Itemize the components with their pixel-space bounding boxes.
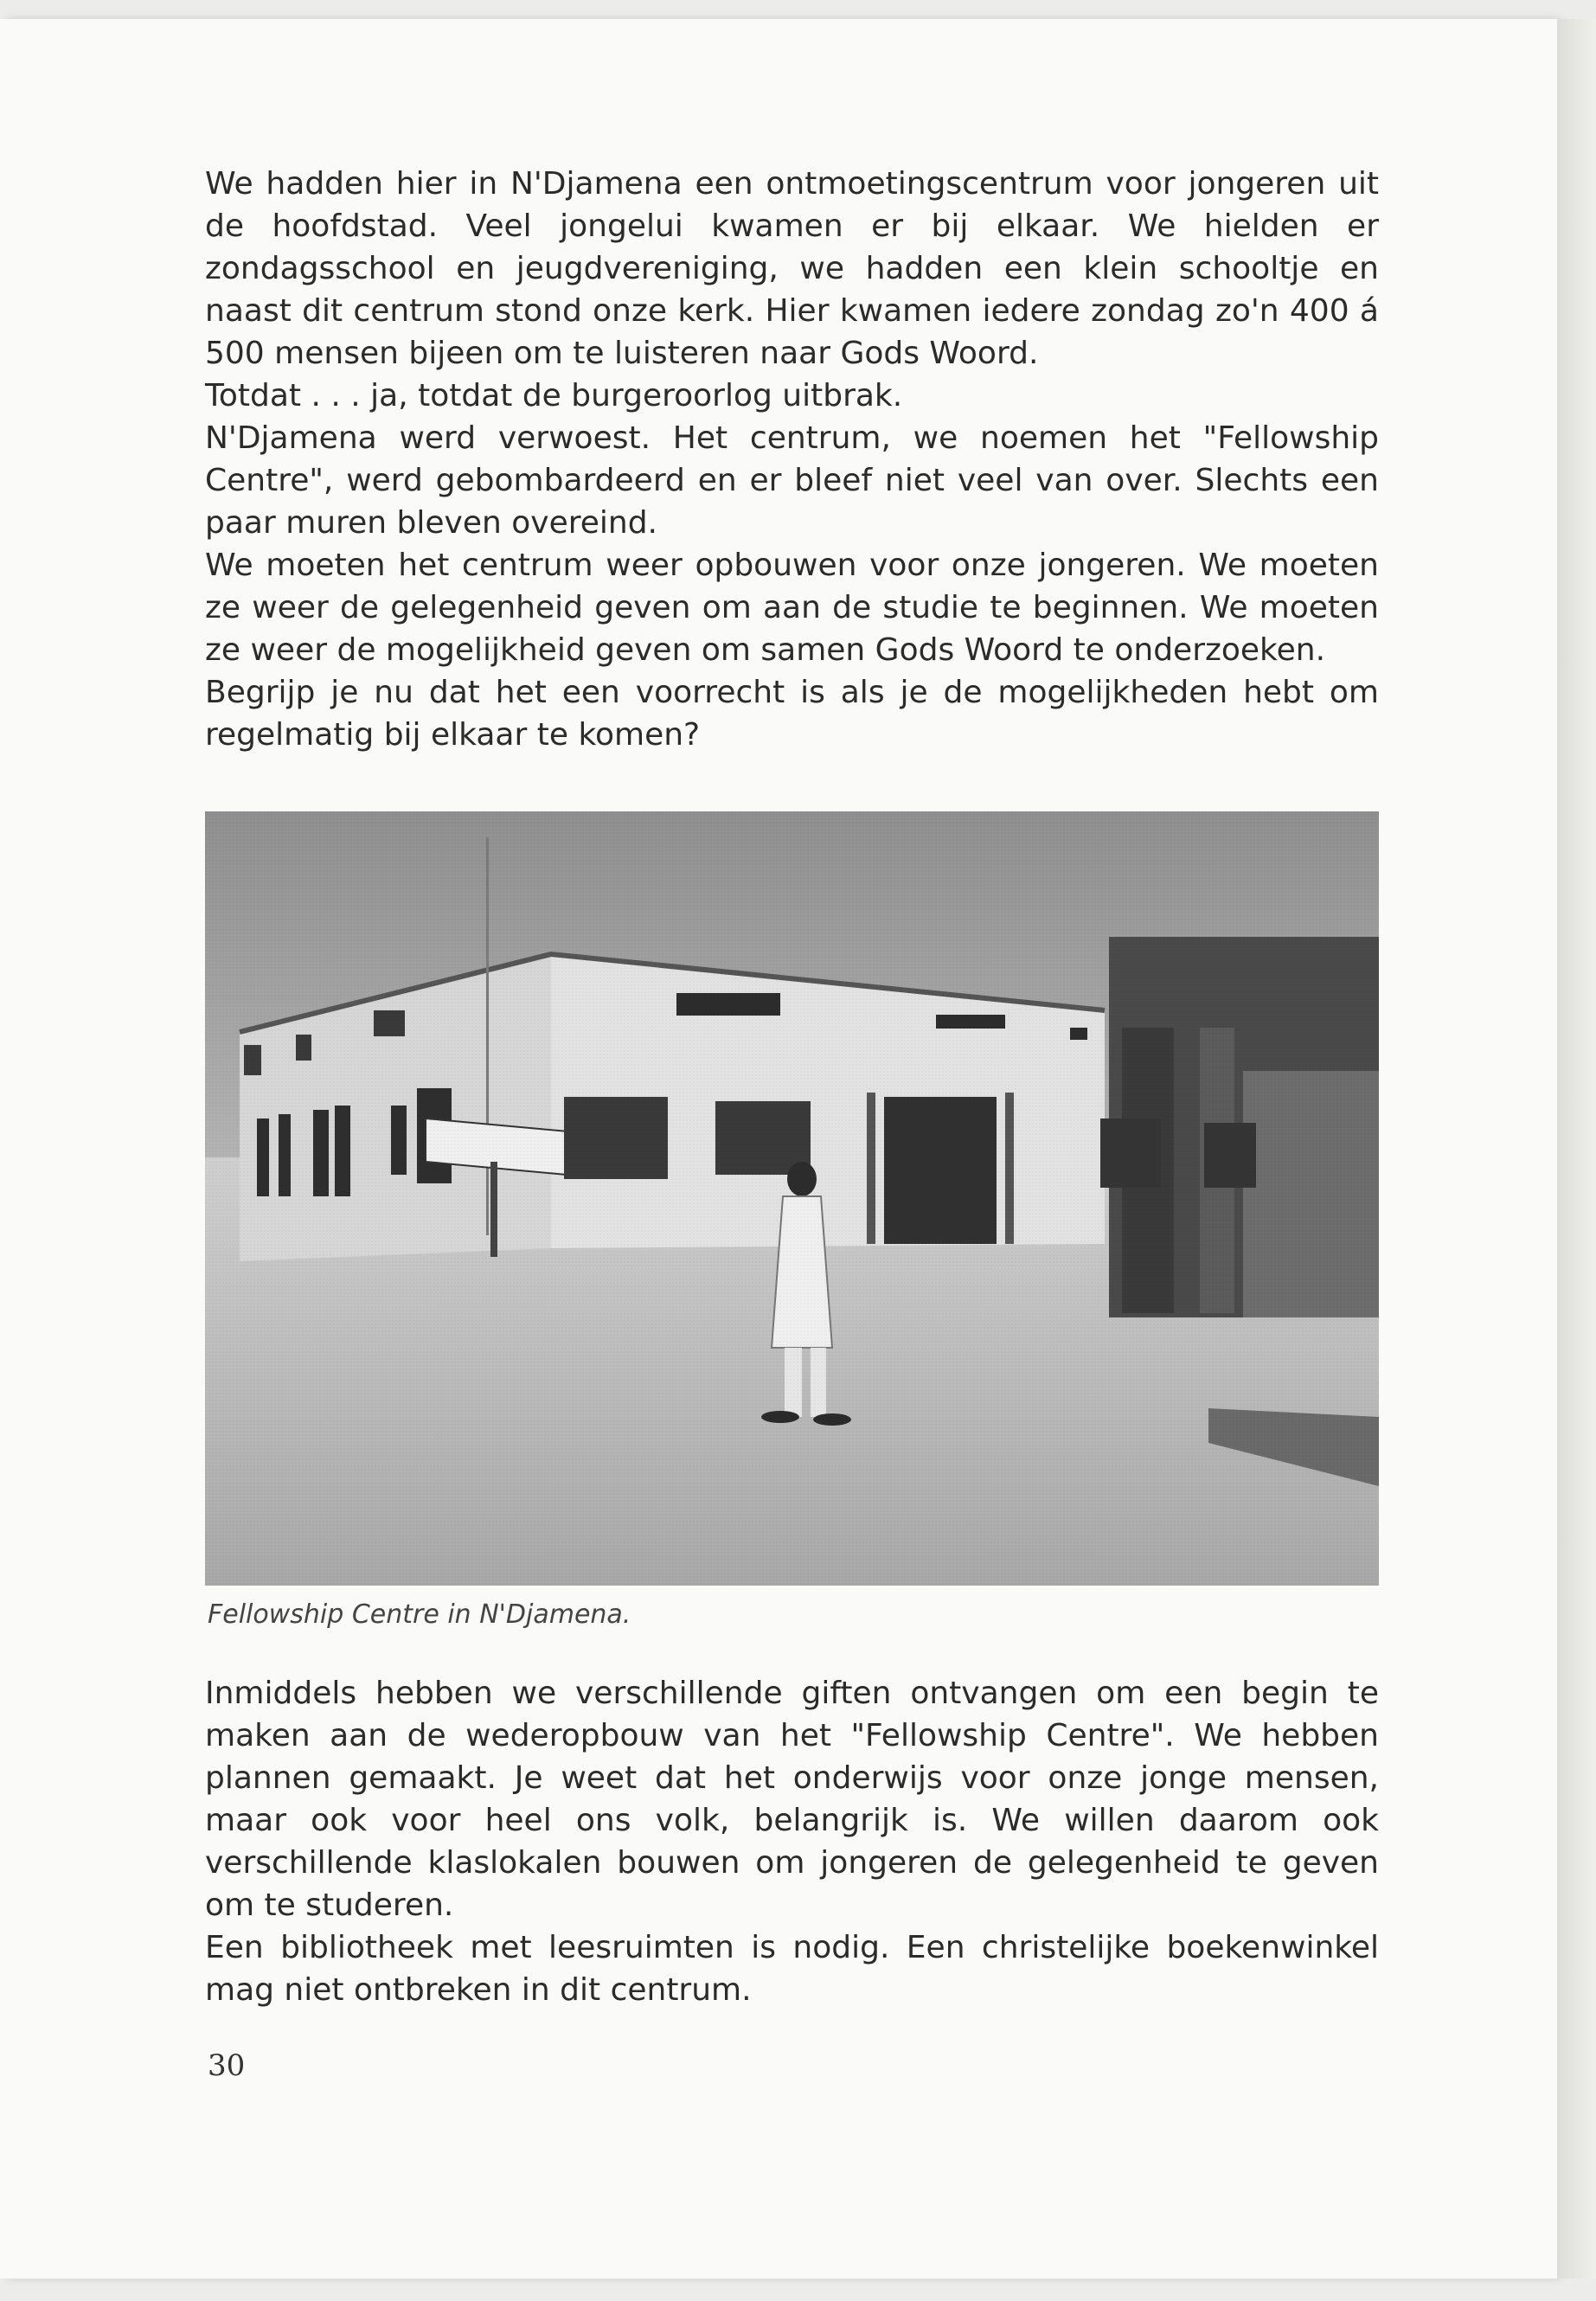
building-photo [205,811,1379,1586]
page-number: 30 [208,2048,246,2083]
photo-caption: Fellowship Centre in N'Djamena. [208,1599,631,1630]
body-text-bottom [205,1672,1379,2011]
paragraph: N'Djamena werd verwoest. Het centrum, we noemen het "Fellowship Centre", werd gebombardeerd en er bleef niet veel van over. Slechts een paar muren bleven overeind. [205,420,1379,541]
paragraph: Begrijp je nu dat het een voorrecht is als je de mogelijkheden hebt om regelmatig bij elkaar te komen? [205,675,1379,753]
paragraph: Inmiddels hebben we verschillende giften ontvangen om een begin te maken aan de wederopbouw van het "Fellowship Centre". We hebben plannen gemaakt. Je weet dat het onderwijs voor onze jonge mensen, maar ook voor heel ons volk, belangrijk is. We willen daarom ook verschillende klaslokalen bouwen om jongeren de gelegenheid te geven om te studeren. [205,1676,1379,1923]
page-edge [1557,19,1596,2279]
paragraph: Totdat . . . ja, totdat de burgeroorlog uitbrak. [205,378,903,413]
building-photo-graphic [205,811,1379,1586]
paragraph: We moeten het centrum weer opbouwen voor onze jongeren. We moeten ze weer de gelegenheid geven om aan de studie te beginnen. We moeten ze weer de mogelijkheid geven om samen Gods Woord te onderzoeken. [205,548,1379,668]
paragraph: We hadden hier in N'Djamena een ontmoetingscentrum voor jongeren uit de hoofdstad. Veel jongelui kwamen er bij elkaar. We hielden er zondagsschool en jeugdvereniging, we hadden een klein schooltje en naast dit centrum stond onze kerk. Hier kwamen iedere zondag zo'n 400 á 500 mensen bijeen om te luisteren naar Gods Woord. [205,166,1379,371]
body-text-top [205,163,1379,756]
paragraph: Een bibliotheek met leesruimten is nodig. Een christelijke boekenwinkel mag niet ontbreken in dit centrum. [205,1930,1379,2008]
